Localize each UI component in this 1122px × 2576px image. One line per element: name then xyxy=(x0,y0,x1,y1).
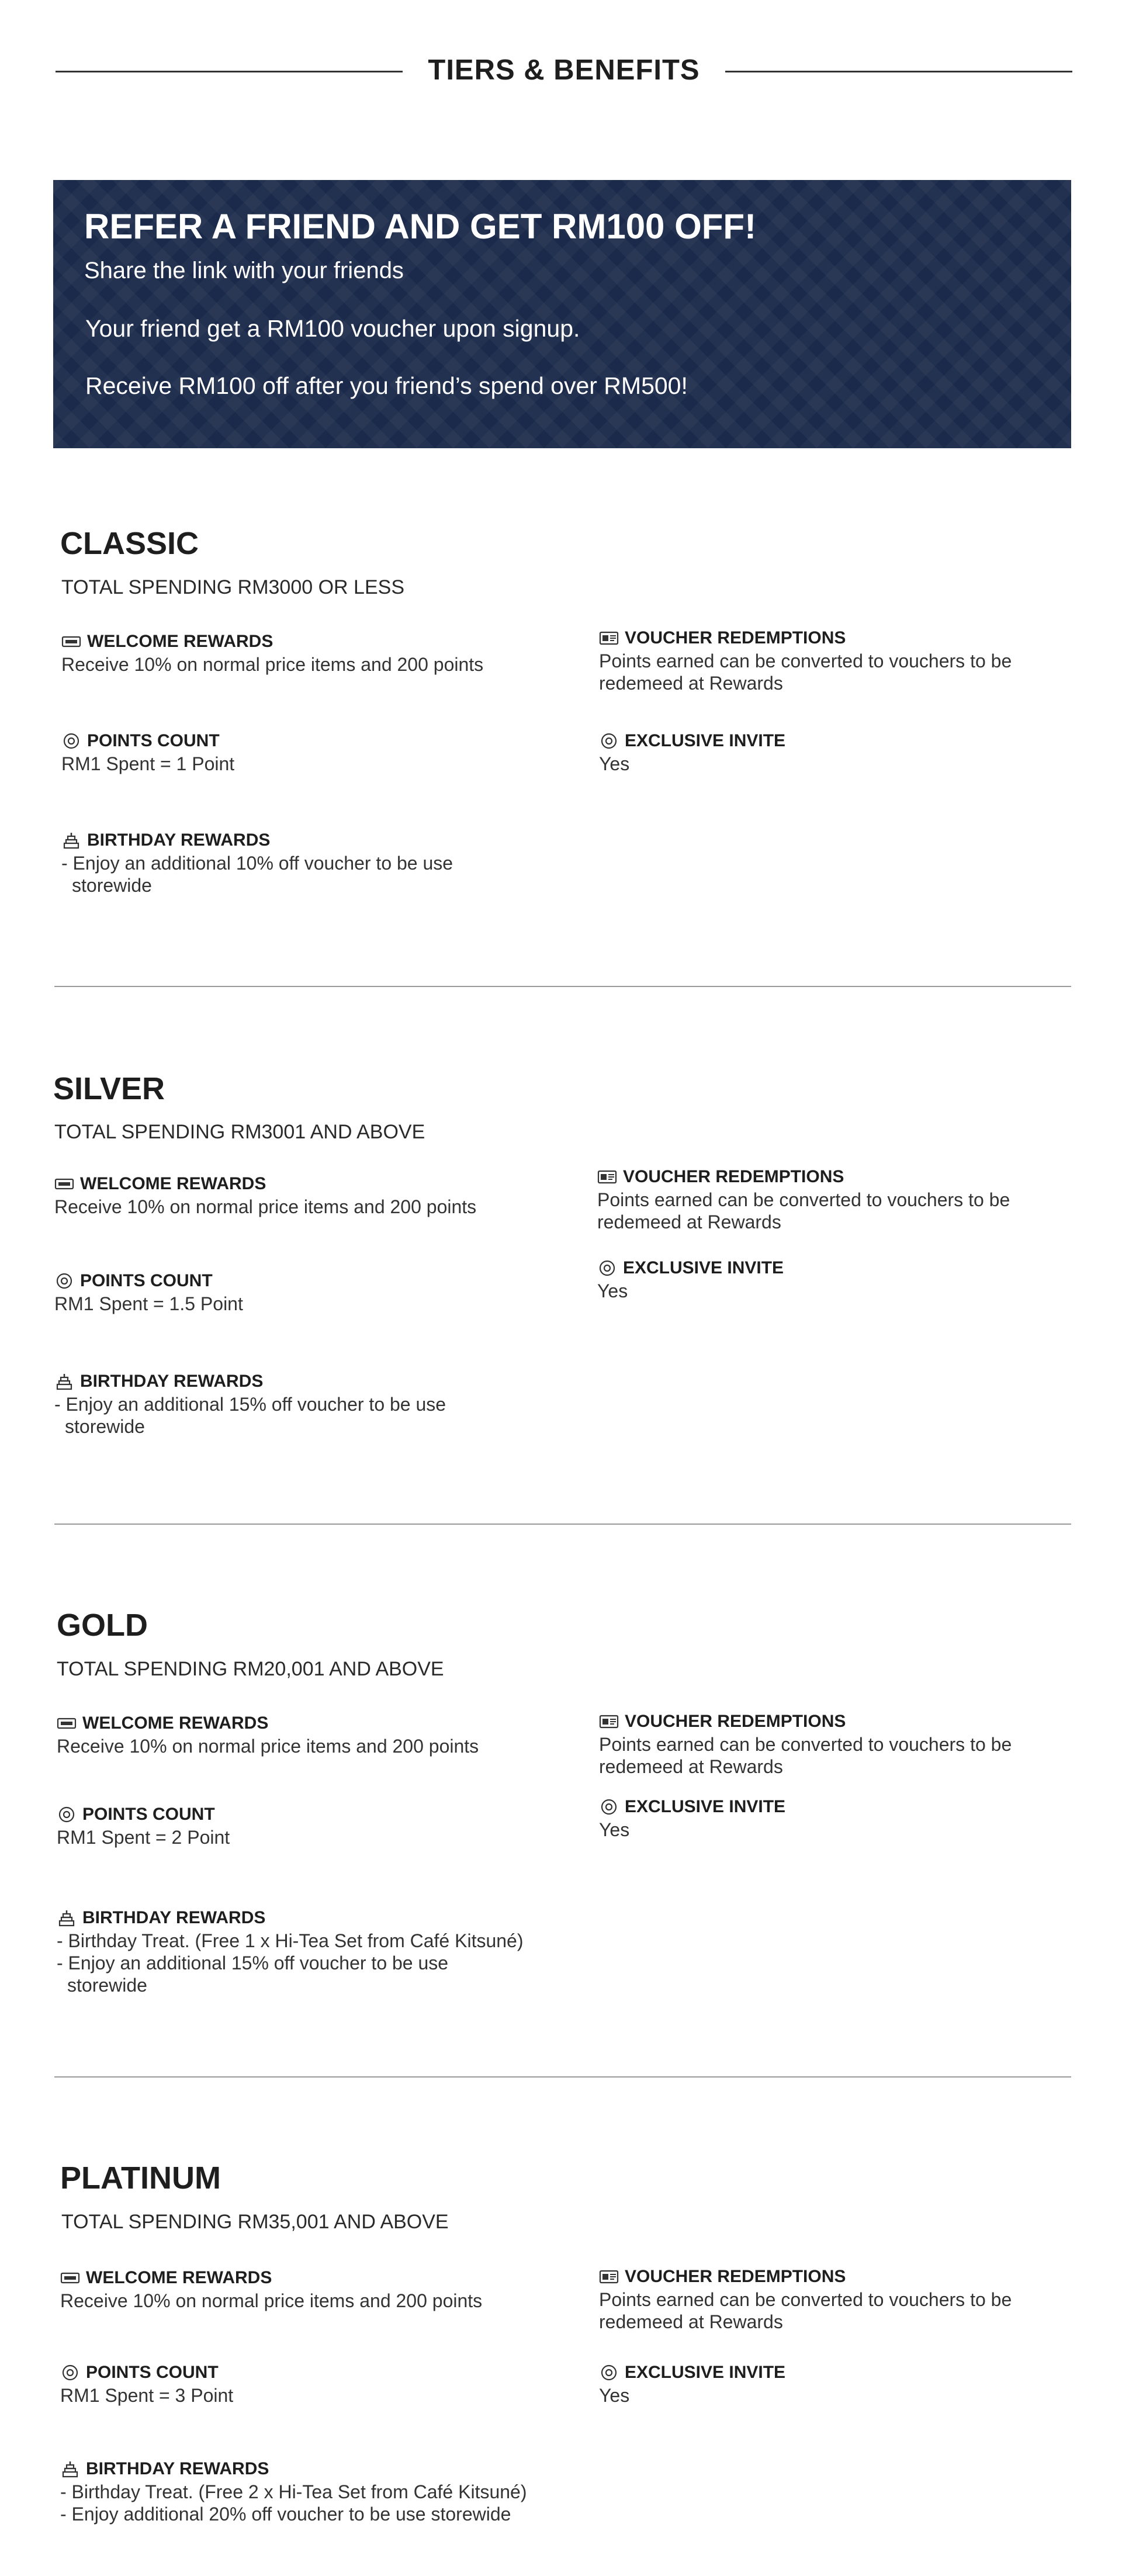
benefit-title: VOUCHER REDEMPTIONS xyxy=(623,1167,844,1186)
benefit-title: WELCOME REWARDS xyxy=(87,632,273,651)
cake-icon xyxy=(57,1909,77,1927)
target-icon xyxy=(61,732,81,750)
benefit-title: POINTS COUNT xyxy=(87,731,220,750)
exclusive-invite xyxy=(599,1795,785,1841)
benefit-text: Receive 10% on normal price items and 200 points xyxy=(60,2290,483,2311)
benefit-line: storewide xyxy=(65,1416,145,1437)
welcome-rewards xyxy=(57,1712,479,1757)
benefit-line: storewide xyxy=(67,1975,147,1996)
benefit-text: Yes xyxy=(599,2385,630,2406)
benefit-title: EXCLUSIVE INVITE xyxy=(625,2363,786,2382)
benefit-line: Points earned can be converted to vouchers to be xyxy=(599,1734,1012,1755)
benefit-line: - Enjoy an additional 15% off voucher to be use xyxy=(57,1952,449,1973)
benefit-title: BIRTHDAY REWARDS xyxy=(87,830,271,850)
voucher-icon xyxy=(599,2268,619,2286)
target-icon xyxy=(599,1798,619,1816)
benefit-text: Receive 10% on normal price items and 200 points xyxy=(61,654,484,675)
birthday-rewards xyxy=(61,829,453,896)
benefit-text: RM1 Spent = 1 Point xyxy=(61,753,235,774)
benefit-line: Points earned can be converted to vouchers to be xyxy=(597,1189,1010,1210)
benefit-line: Points earned can be converted to vouchers to be xyxy=(599,2289,1012,2310)
birthday-rewards xyxy=(57,1906,524,1996)
page-title: TIERS & BENEFITS xyxy=(428,54,700,86)
voucher-redemptions xyxy=(599,1710,1012,1778)
refer-discount-text: Receive RM100 off after you friend’s spend over RM500! xyxy=(85,372,688,399)
benefit-text: Yes xyxy=(599,753,630,774)
ticket-icon xyxy=(57,1715,77,1732)
benefit-title: POINTS COUNT xyxy=(86,2363,219,2382)
benefit-title: POINTS COUNT xyxy=(80,1271,213,1290)
benefit-line: - Birthday Treat. (Free 1 x Hi-Tea Set from Café Kitsuné) xyxy=(57,1930,524,1951)
benefit-line: redemeed at Rewards xyxy=(597,1211,781,1232)
benefit-text: Receive 10% on normal price items and 200 points xyxy=(54,1196,477,1217)
voucher-icon xyxy=(597,1168,617,1186)
cake-icon xyxy=(60,2460,80,2478)
target-icon xyxy=(60,2364,80,2381)
points-count xyxy=(57,1803,230,1848)
tier-name: CLASSIC xyxy=(60,526,199,561)
benefit-line: redemeed at Rewards xyxy=(599,673,783,694)
benefit-title: BIRTHDAY REWARDS xyxy=(86,2459,269,2478)
tier-name: PLATINUM xyxy=(60,2160,221,2196)
target-icon xyxy=(597,1259,617,1277)
exclusive-invite xyxy=(599,729,785,775)
refer-voucher-text: Your friend get a RM100 voucher upon signup. xyxy=(85,315,580,342)
section-divider xyxy=(54,986,1071,987)
benefit-text: RM1 Spent = 3 Point xyxy=(60,2385,234,2406)
target-icon xyxy=(599,2364,619,2381)
ticket-icon xyxy=(60,2269,80,2287)
benefit-line: storewide xyxy=(72,875,152,896)
voucher-redemptions xyxy=(599,626,1012,694)
section-divider xyxy=(54,2076,1071,2078)
page-header xyxy=(56,50,1072,91)
header-rule-right xyxy=(725,71,1072,72)
welcome-rewards xyxy=(54,1172,476,1218)
welcome-rewards xyxy=(61,630,483,676)
benefit-title: EXCLUSIVE INVITE xyxy=(625,731,786,750)
benefit-title: POINTS COUNT xyxy=(82,1805,215,1824)
benefit-line: - Enjoy additional 20% off voucher to be use storewide xyxy=(60,2504,511,2525)
cake-icon xyxy=(61,832,81,849)
benefit-title: EXCLUSIVE INVITE xyxy=(625,1797,786,1816)
benefit-text: Receive 10% on normal price items and 200 points xyxy=(57,1736,479,1757)
benefit-title: BIRTHDAY REWARDS xyxy=(80,1372,264,1391)
exclusive-invite xyxy=(597,1256,784,1302)
tier-name: GOLD xyxy=(57,1608,148,1643)
benefit-text: RM1 Spent = 2 Point xyxy=(57,1827,230,1848)
exclusive-invite xyxy=(599,2361,785,2407)
tier-name: SILVER xyxy=(53,1071,165,1106)
cake-icon xyxy=(54,1373,74,1390)
points-count xyxy=(61,729,234,775)
benefit-title: EXCLUSIVE INVITE xyxy=(623,1258,784,1277)
benefit-title: WELCOME REWARDS xyxy=(86,2268,272,2287)
target-icon xyxy=(57,1806,77,1823)
voucher-icon xyxy=(599,1713,619,1730)
refer-banner xyxy=(53,180,1071,448)
refer-share-text: Share the link with your friends xyxy=(84,258,404,283)
welcome-rewards xyxy=(60,2266,482,2312)
benefit-line: Points earned can be converted to vouchers to be xyxy=(599,650,1012,671)
benefit-text: RM1 Spent = 1.5 Point xyxy=(54,1293,243,1314)
voucher-redemptions xyxy=(599,2265,1012,2333)
tier-spending: TOTAL SPENDING RM3000 OR LESS xyxy=(61,576,404,598)
benefit-line: - Birthday Treat. (Free 2 x Hi-Tea Set from Café Kitsuné) xyxy=(60,2481,527,2502)
benefit-line: redemeed at Rewards xyxy=(599,2311,783,2332)
points-count xyxy=(60,2361,233,2407)
section-divider xyxy=(54,1524,1071,1525)
benefit-text: Yes xyxy=(599,1819,630,1840)
benefit-title: VOUCHER REDEMPTIONS xyxy=(625,2267,846,2286)
birthday-rewards xyxy=(60,2457,527,2525)
benefit-title: BIRTHDAY REWARDS xyxy=(82,1908,266,1927)
benefit-title: WELCOME REWARDS xyxy=(82,1713,269,1733)
voucher-icon xyxy=(599,629,619,647)
benefit-text: Yes xyxy=(597,1280,628,1301)
refer-headline: REFER A FRIEND AND GET RM100 OFF! xyxy=(84,207,757,246)
points-count xyxy=(54,1269,243,1315)
target-icon xyxy=(599,732,619,750)
benefit-line: - Enjoy an additional 10% off voucher to be use xyxy=(61,853,453,874)
tier-spending: TOTAL SPENDING RM20,001 AND ABOVE xyxy=(57,1658,444,1680)
benefit-line: redemeed at Rewards xyxy=(599,1756,783,1777)
tier-spending: TOTAL SPENDING RM35,001 AND ABOVE xyxy=(61,2211,449,2233)
ticket-icon xyxy=(54,1175,74,1193)
voucher-redemptions xyxy=(597,1165,1010,1233)
benefit-title: VOUCHER REDEMPTIONS xyxy=(625,628,846,648)
ticket-icon xyxy=(61,633,81,650)
benefit-title: WELCOME REWARDS xyxy=(80,1174,266,1193)
tier-spending: TOTAL SPENDING RM3001 AND ABOVE xyxy=(54,1121,425,1143)
benefit-line: - Enjoy an additional 15% off voucher to be use xyxy=(54,1394,446,1415)
benefit-title: VOUCHER REDEMPTIONS xyxy=(625,1712,846,1731)
target-icon xyxy=(54,1272,74,1290)
birthday-rewards xyxy=(54,1370,446,1438)
